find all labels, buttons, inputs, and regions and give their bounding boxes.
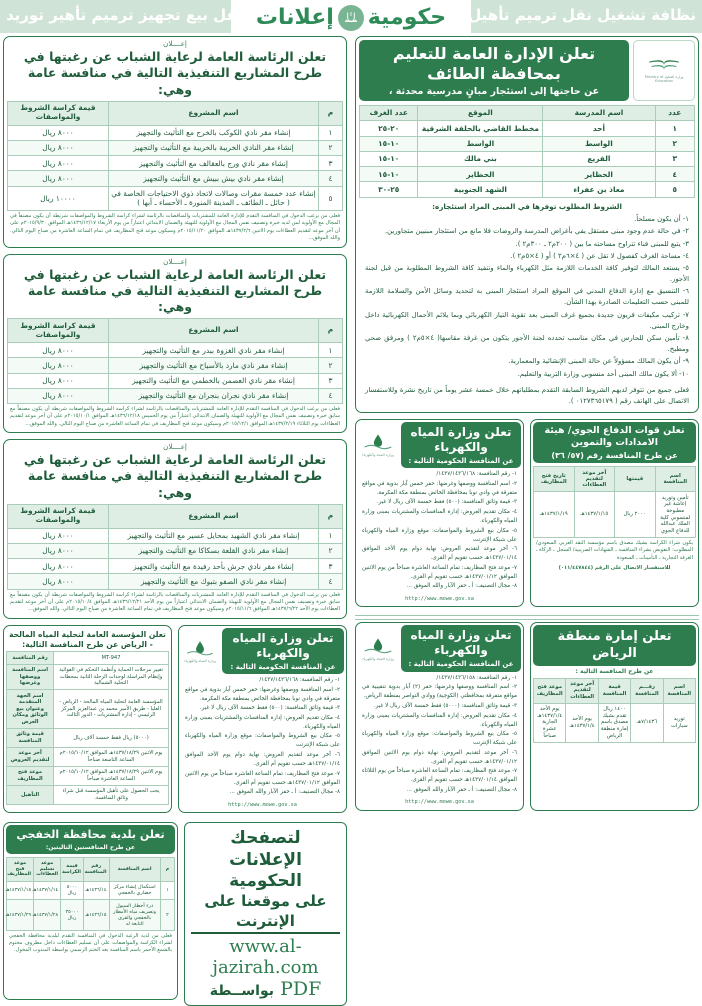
table-cell: إنشاء مقر نادي العصمن بالخطمي مع التأثيث والتجهيز [109, 373, 319, 388]
ministry-item: ١- رقم المنافسة: ١٤٣٧/١٤٣٦/١٦٨/ [436, 471, 517, 478]
table-cell: ٨٠٠٠ ريال [8, 574, 109, 589]
water-authority-ad [3, 625, 172, 814]
table-row [7, 664, 169, 690]
air-defense-table [533, 466, 696, 538]
youth-title: تعلن الرئاسة العامة لرعاية الشباب عن رغبتها في طرح المشاريع التنفيذية التالية في منافسة عامة وهي: [23, 452, 327, 500]
table-row [360, 136, 695, 151]
row-riyadh-water2 [352, 622, 702, 817]
air-defense-phone: للاستفسار الاتصال على الرقم (٠١١/٤٤٧٨٤٤) [558, 565, 671, 572]
table-cell: إنشاء عدد خمسة مقرات وصالات لاتحاد ذوي الاحتياجات الخاصة في ( حائل ـ الطائف ـ المدينة المنورة ـ الأحساء ـ أبها ) [109, 186, 319, 211]
riyadh-table [533, 678, 696, 743]
table-cell: إنشاء مقر نادي نجران بنجران مع التأثيث والتجهيز [109, 388, 319, 403]
condition-item: ٥- يستعد المالك لتوفير كافة الخدمات اللازمة مثل الكهرباء والماء وتنفيذ كافة الشروط المطلوبة من قبل لجنة الأجور. [365, 263, 689, 284]
table-row [360, 151, 695, 166]
table-cell: ٧/١٤٣٦هـ [631, 703, 663, 742]
th-tender-name: اسم المنافسة [663, 678, 695, 703]
youth-note: فعلى من يرغب الدخول في المنافسة التقدم للإدارة العامة للمشتريات والمناقصات بالرئاسة لشراء كراسة الشروط والمواصفات شريطة أن يكون مصنفاً في المجال مع الأولوية لمن لديه خبرة وتصنيف نفس المجال مع الأولوية للتهيئة والضمان الابتدائي اعتباراً من يوم الأربعاء ١٤٣٦/١٢/١٧هـ الموافق ٢٠١٥/٩/٣٠م على أن آخر موعد لتقديم العطاءات يوم الاثنين ١٤٣٧/٢/٦هـ الموافق ٢٠١٥/١١/٢٠م وسيكون موعد فتح المظاريف في تمام الساعة العاشرة من صباح اليوم التالي. والله الموفق... [10, 213, 340, 242]
water-drop-icon [361, 432, 395, 452]
th-value: قيمتها [615, 467, 656, 492]
table-cell: ٥٠٠٠ ريال [61, 881, 84, 899]
table-cell: ٢ [318, 358, 342, 373]
youth-projects-table [7, 318, 343, 404]
th-submit: موعد تسليم العطاءات [34, 858, 61, 882]
table-header-row [7, 858, 175, 882]
water1-logo-caption: وزارة المياه والكهرباء [362, 453, 394, 458]
khafji-banner [6, 825, 175, 854]
table-cell: ٢ [318, 543, 342, 558]
ministry-item: ٧- موعد فتح المظاريف: تمام الساعة العاشرة صباحاً من يوم الاثنين الموافق ١٤٣٧/٠١/١٢هـ حسب تقويم أم القرى. [362, 564, 517, 580]
youth-welfare-ad-1 [3, 36, 347, 248]
table-cell: ٨٠٠٠ ريال [8, 125, 109, 140]
table-row [8, 343, 343, 358]
masthead-word-left: حكومية [367, 4, 447, 30]
water3-items [181, 674, 344, 800]
ministry-item: ١- رقم المنافسة: ١٤٣٧/١٤٣٦/١٥٨/ [436, 674, 517, 681]
table-header-row [360, 106, 695, 121]
column-youth [0, 36, 350, 1006]
table-cell: الواسط [418, 136, 543, 151]
table-cell: إنشاء مقر نادي الغزوة ببدر مع التأثيث والتجهيز [109, 343, 319, 358]
table-header-row [8, 101, 343, 125]
table-header-row [8, 504, 343, 528]
al-jazirah-ad[interactable] [184, 822, 347, 1006]
table-row [8, 388, 343, 403]
youth-welfare-ad-2 [3, 254, 347, 434]
condition-item: ٢- في حالة عدم وجود مبنى مستقل يفي بأغراض المدرسة والروضات فلا مانع من استئجار مبنيين متجاورين. [384, 227, 689, 236]
ministry-item: ٢- اسم المنافسة ووصفها وغرضها: حفر خمس آبار بدوية في مواقع متفرقة في وادي نوبا بمحافظة الخائض بمنطقة مكة المكرمة. [185, 686, 340, 702]
table-cell: توريد سيارات [663, 703, 695, 742]
table-cell: ٣ [318, 559, 342, 574]
conditions-heading: الشروط المطلوب توفرها في المبنى المراد استئجاره: [432, 201, 622, 211]
logo-caption: وزارة التعليم Ministry of Education [644, 74, 684, 84]
th-open: موعد فتح المظاريف [7, 858, 34, 882]
youth-welfare-ad-3 [3, 439, 347, 619]
th-booklet-value: قيمة كراسة الشروط والمواصفات [8, 504, 109, 528]
water2-title: تعلن وزارة المياه والكهرباء [410, 628, 512, 658]
water-ministry-ad-3 [178, 625, 347, 814]
table-row [7, 652, 169, 665]
ministry-item: ٦- آخر موعد لتقديم العروض: نهاية دوام يوم الأحد الموافق ١٤٣٧/٠١/١٤هـ حسب تقويم أم القرى. [185, 752, 340, 768]
condition-item: ٩- أن يكون المالك مسؤولاً عن حالة المبنى الإنشائية والمعمارية. [508, 357, 689, 366]
ministry-item: ٨- مجال التصنيف: أ ـ حفر الآبار والله الموفق ... [406, 786, 517, 793]
ministry-item: ٦- آخر موعد لتقديم العروض: نهاية دوام يوم الأحد الموافق ١٤٣٧/٠١/١٤هـ حسب تقويم أم القرى. [362, 546, 517, 562]
table-cell: إنشاء مقر نادي الصفو بتبوك مع التأثيث والتجهيز [109, 574, 319, 589]
water2-items [358, 672, 521, 798]
column-education [352, 36, 702, 817]
table-cell: الشهد الجنوبية [418, 182, 543, 197]
table-row [8, 528, 343, 543]
th-no: م [318, 504, 342, 528]
table-cell: ٨٠٠٠ ريال [8, 388, 109, 403]
water1-header-row [358, 422, 521, 468]
th-deadline: آخر موعد لتقديم العطاءات [566, 678, 598, 703]
table-row [534, 703, 696, 742]
table-cell: ١٤٣٧/١/١٩هـ [534, 492, 575, 538]
masthead [0, 0, 702, 33]
th-open-date: تاريخ فتح المظاريف [534, 467, 575, 492]
youth-projects-table [7, 504, 343, 590]
table-cell: ١ [160, 881, 174, 899]
table-cell: ٥ [318, 186, 342, 211]
water-ministry-logo-2 [358, 634, 398, 663]
water-authority-title: تعلن المؤسسة العامة لتحلية المياه المالحة - الرياض عن طرح المنافسة التالية: [9, 629, 166, 649]
th-booklet-value: قيمة كراسة الشروط والمواصفات [8, 101, 109, 125]
table-cell: استكمال إنشاء مركز حضاري بالخفجي [109, 881, 160, 899]
th-no: م [160, 858, 174, 882]
th-tender-no: رقم المنافسة [83, 858, 109, 882]
table-cell: إنشاء مقر نادي الشهيد بمحايل عسير مع التأثيث والتجهيز [109, 528, 319, 543]
table-cell-label: آخر موعد لتقديم العروض [7, 747, 54, 766]
masthead-title [231, 2, 471, 33]
row-airdefense-water1 [352, 419, 702, 614]
table-cell: ٤ [318, 388, 342, 403]
table-cell: إنشاء مقر النادي الخريبة بالخريبة مع التأثيث والتجهيز [109, 140, 319, 155]
masthead-keywords-left: نقل بيع تجهيز ترميم تأهير توريد [6, 6, 243, 24]
jazirah-url[interactable]: www.al-jazirah.com [212, 936, 319, 979]
table-cell: القريع [543, 151, 655, 166]
table-cell: أحد [543, 121, 655, 136]
table-cell: إنشاء مقر نادي ورج بالعقالف مع التأثيث والتجهيز [109, 156, 319, 171]
th-value: قيمة المنافسة [598, 678, 630, 703]
th-tender-name: اسم المنافسة [655, 467, 696, 492]
table-cell-value: يجب الحصول على تأهيل المؤسسة قبل شراء وثائق المنافسة. [54, 785, 169, 804]
table-cell: ١٠-١٥ [360, 167, 418, 182]
table-cell: يوم الأحد ١٤٣٧/١/٤هـ الجارية عشرة صباحاً [534, 703, 566, 742]
table-cell: ٣ [318, 156, 342, 171]
table-cell: ١٤٣٦/١٥هـ [83, 900, 109, 931]
ministry-item: ٦- آخر موعد لتقديم العروض: نهاية دوام يوم الاثنين الموافق ١٤٣٧/٠١/١٢هـ حسب تقويم أم القرى. [362, 749, 517, 765]
water3-url: http://www.mowe.gov.sa [228, 801, 297, 808]
table-cell: ١٤٠٠ ريال تقدم بشيك مصدق باسم إمارة منطقة الرياض [598, 703, 630, 742]
table-cell: ٣ [318, 373, 342, 388]
water1-subtitle: عن المنافسة الحكومية التالية : [408, 456, 514, 465]
ministry-item: ٥- مكان بيع الشروط والمواصفات: موقع وزارة المياه والكهرباء على شبكة الإنترنت [185, 733, 340, 749]
table-cell: ٨٠٠٠ ريال [8, 559, 109, 574]
khafji-subtitle: عن طرح المنافستين التاليتين: [45, 844, 136, 852]
table-cell-label: اسم الجهة المتقدمة وعنوان بيع الوثائق ومكان العرض [7, 690, 54, 729]
water3-subtitle: عن المنافسة الحكومية التالية : [230, 662, 336, 671]
table-row [8, 125, 343, 140]
book-icon [647, 58, 681, 74]
youth-note: فعلى من يرغب الدخول في المنافسة التقدم للإدارة العامة للمشتريات والمناقصات بالرئاسة لشراء كراسة الشروط والمواصفات شريطة أن يكون مصنفاً مع سابق خبرة وتصنيف نفس المجال مع الأولوية للتهيئة والضمان الابتدائي اعتباراً من يوم الخميس ١٤٣٦/١٢/١٨هـ الموافق ٢٠١٥/١٠/١م على أن آخر موعد لتقديم العطاءات يوم الثلاثاء ١٤٣٧/٢/١٩هـ الموافق ٢٠١٥/١٢/١م وسيكون موعد فتح المظاريف في تمام الساعة العاشرة من صباح اليوم التالي. والله الموفق... [10, 406, 340, 427]
elan-label: إعــــلان [163, 257, 187, 266]
water3-header-row [181, 628, 344, 674]
table-cell: إنشاء مقر نادي مارد بالأسياح مع التأثيث والتجهيز [109, 358, 319, 373]
table-cell: ٢٠٠٠ ريال [615, 492, 656, 538]
ministry-item: ٧- موعد فتح المظاريف: تمام الساعة العاشرة صباحاً من يوم الثلاثاء الموافق ١٤٣٧/٠١/١٤هـ حسب تقويم أم القرى. [362, 768, 517, 784]
ministry-item: ١- رقم المنافسة: ١٤٣٧/١٤٣٦/١٦٨/ [259, 677, 340, 684]
ministry-item: ٣- قيمة وثائق المنافسة: (٥٠٠) فقط خمسة الآف ريال لا غير. [199, 705, 340, 712]
table-row [8, 156, 343, 171]
table-row [8, 543, 343, 558]
th-location: الموقع [418, 106, 543, 121]
ministry-item: ٤- مكان تقديم العروض: إدارة المنافسات والمشتريات بمبنى وزارة المياه والكهرباء. [362, 712, 517, 728]
khafji-note: فعلى من لديه الرغبة الدخول في المنافسة التقدم لبلدية محافظة الخفجي لشراء الكراسة والمواصفات على أن تسليم العطاءات داخل مظروف مختوم بالشمع الأحمر باسم المنافسة بعد الختم الرسمي بواسطة المندوب المخول. [9, 932, 172, 954]
table-row [7, 881, 175, 899]
water2-logo-caption: وزارة المياه والكهرباء [362, 656, 394, 661]
table-cell: ٨٠٠٠ ريال [8, 373, 109, 388]
riyadh-subtitle: عن طرح المنافسة التالية : [575, 667, 654, 675]
table-cell: إنشاء مقر نادي الكوكب بالخرج مع التأثيث والتجهيز [109, 125, 319, 140]
table-cell-value: MT-947 [54, 652, 169, 665]
condition-item: ٧- تركيب مكيفات فريون جديدة بجميع غرف المبنى بعد تقوية التيار الكهربائي وبما يلائم الأحمال الكهربائية داخل وخارج المبنى. [365, 310, 689, 330]
water1-title: تعلن وزارة المياه والكهرباء [410, 424, 512, 454]
masthead-word-right: إعلانات [255, 4, 334, 30]
th-value: قيمة الكراسة [61, 858, 84, 882]
ministry-item: ٧- موعد فتح المظاريف: تمام الساعة العاشرة صباحاً من يوم الاثنين الموافق ١٤٣٧/٠١/١٢هـ حسب تقويم أم القرى. [185, 770, 340, 786]
condition-item: ١٠- ألا يكون مالك المبنى أحد منسوبي وزارة التربية والتعليم. [517, 369, 689, 378]
table-cell: ٢ [160, 900, 174, 931]
table-cell: ١٤٣٧/١/١٥هـ [7, 881, 34, 899]
jazirah-line-1: لتصفحك الإعلانات الحكومية [229, 828, 302, 891]
riyadh-title: تعلن إمارة منطقة الرياض [557, 629, 672, 661]
condition-item: ٣- يتبع للمبنى فناء تتراوح مساحته ما بين ( ٢٠٠م٢ ـ ٣٠٠م٢ ). [515, 239, 689, 248]
air-defense-ad [530, 419, 699, 608]
th-project-name: اسم المشروع [109, 504, 319, 528]
table-cell: ٢٥-٣٠ [360, 182, 418, 197]
table-cell: ١٠-١٥ [360, 151, 418, 166]
water-drop-icon [361, 636, 395, 656]
table-row [7, 766, 169, 785]
table-cell-value: المؤسسة العامة لتحلية المياه المالحة - الرياض - العليا - طريق الأمير محمد بن عبدالعزيز المركز الرئيسي - إدارة المشتريات - الدور الثالث [54, 690, 169, 729]
youth-title: تعلن الرئاسة العامة لرعاية الشباب عن رغبتها في طرح المشاريع التنفيذية التالية في منافسة عامة وهي: [23, 266, 327, 314]
elan-label: إعــــلان [163, 443, 187, 452]
th-rooms: عدد الغرف [360, 106, 418, 121]
table-cell-value: (٥٠٠٠) ريال فقط خمسة آلاف ريال [54, 728, 169, 747]
ministry-of-education-logo [633, 40, 695, 101]
table-row [8, 373, 343, 388]
table-cell: ٨٠٠٠ ريال [8, 156, 109, 171]
ministry-item: ٢- اسم المنافسة ووصفها وغرضها: حفر خمس آبار بدوية في مواقع متفرقة في وادي نوبا بمحافظة الخائض بمنطقة مكة المكرمة. [362, 480, 517, 496]
table-row [360, 167, 695, 182]
table-cell-label: التأهيل [7, 785, 54, 804]
table-cell: ١ [318, 343, 342, 358]
table-cell: درء أخطار السيول وتصريف مياه الأمطار بالخفجي والقرى التابعة له [109, 900, 160, 931]
table-header-row [8, 319, 343, 343]
table-cell: مخطط القاضي بالحلقة الشرقية [418, 121, 543, 136]
table-row [8, 559, 343, 574]
table-cell: إنشاء مقر نادي جرش بأحد رفيدة مع التأثيث والتجهيز [109, 559, 319, 574]
table-cell: إنشاء مقر نادي القلعة بسكاكا مع التأثيث والتجهيز [109, 543, 319, 558]
table-cell: ٥ [655, 182, 694, 197]
table-cell-value: يوم الاثنين ١٤٣٧/١٨/٢٩هـ الموافق ٢٠١٥/١٠/١٢م الساعة التاسعة صباحاً [54, 747, 169, 766]
ministry-item: ٣- قيمة وثائق المنافسة: (٥٠٠٠) فقط خمسة الآف ريال لا غير. [373, 702, 517, 709]
table-cell: ٤ [655, 167, 694, 182]
water3-logo-caption: وزارة المياه والكهرباء [184, 658, 216, 663]
table-cell: ٣٥٠٠٠ ريال [61, 900, 84, 931]
table-row [360, 182, 695, 197]
table-cell: بني مالك [418, 151, 543, 166]
jazirah-line-2: على موقعنا على الإنترنت [191, 892, 340, 934]
water-ministry-logo [358, 430, 398, 459]
table-cell: ٨٠٠٠ ريال [8, 358, 109, 373]
table-cell: ٢ [318, 140, 342, 155]
row-jazirah-khafji [0, 822, 350, 1006]
table-row [360, 121, 695, 136]
jazirah-pdf: PDF بواســطة [209, 978, 322, 1001]
table-cell: ١٤٣٧/١/٢٩هـ [7, 900, 34, 931]
taif-subtitle: عن حاجتها إلى استئجار مبانٍ مدرسية محدثة ، [388, 86, 600, 97]
riyadh-banner [533, 625, 696, 666]
ministry-item: ٣- قيمة وثائق المنافسة: (٥٠٠) فقط خمسة الآف ريال لا غير. [376, 499, 517, 506]
youth-title: تعلن الرئاسة العامة لرعاية الشباب عن رغبتها في طرح المشاريع التنفيذية التالية في منافسة عامة وهي: [23, 49, 327, 97]
water-drop-icon [184, 639, 216, 658]
table-row [7, 728, 169, 747]
table-cell: معاذ بن عفراء [543, 182, 655, 197]
table-cell: ١ [318, 528, 342, 543]
ministry-item: ٥- مكان بيع الشروط والمواصفات: موقع وزارة المياه والكهرباء على شبكة الإنترنت [362, 527, 517, 543]
table-cell: ٨٠٠٠ ريال [8, 343, 109, 358]
water2-banner [401, 625, 521, 671]
taif-tail-note: فعلى جميع من تتوفر لديهم الشروط السابقة التقدم بمطلباتهم خلال خمسة عشر يوماً من تاريخ نشرة وللاستفسار الاتصال على الهاتف رقم ( ٠١٢٧٣٦٥١٧٩ ). [365, 385, 689, 405]
air-defense-subtitle: عن طرح المنافسة رقم (٥٧/ ٣٦) [551, 450, 678, 460]
table-cell: تأمين وتوريد إعاشة غير مطبوخة لمنسوبي كلية الملك عبدالله للدفاع الجوي [655, 492, 696, 538]
table-cell: ٨٠٠٠ ريال [8, 140, 109, 155]
ministry-item: ٤- مكان تقديم العروض: إدارة المنافسات والمشتريات بمبنى وزارة المياه والكهرباء. [185, 714, 340, 730]
table-row [7, 900, 175, 931]
water2-header-row [358, 625, 521, 671]
table-cell: الحظاير [543, 167, 655, 182]
khafji-municipality-ad [3, 822, 178, 1000]
air-defense-title: تعلن قوات الدفاع الجوي/ هيئة الامدادات والتموين [544, 424, 685, 448]
table-cell: ٤ [318, 574, 342, 589]
air-defense-note: يكون شراء الكراسة بشيك مصدق باسم مؤسسة النقد العربي السعودي/ المطلوب: التفويض بشراء المنافسة ـ الشهادات الضريبية/ السجل ـ الزكاة ـ الغرفة التجارية ـ التأمينات ـ السعودة [536, 539, 693, 561]
table-row [7, 747, 169, 766]
table-cell: ٢ [655, 136, 694, 151]
table-cell: ١ [318, 125, 342, 140]
ministry-item: ٥- مكان بيع الشروط والمواصفات: موقع وزارة المياه والكهرباء على شبكة الإنترنت [362, 731, 517, 747]
table-row [8, 140, 343, 155]
th-deadline: آخر موعد لتقديم العطاءات [574, 467, 615, 492]
khafji-table [6, 857, 175, 930]
ministry-item: ٨- مجال التصنيف: أ ـ حفر الآبار والله الموفق ... [229, 789, 340, 796]
ministry-item: ٨- مجال التصنيف: أ ـ حفر الآبار والله الموفق ... [406, 583, 517, 590]
table-cell-label: اسم المنافسة ووصفها وغرضها [7, 664, 54, 690]
table-header-row [534, 678, 696, 703]
th-booklet-value: قيمة كراسة الشروط والمواصفات [8, 319, 109, 343]
masthead-keywords-right: نظافة تشغيل نقل ترميم تأهيل [468, 6, 696, 24]
table-cell: ١٤٣٧/١/٢٨هـ [34, 900, 61, 931]
table-cell: ٨٠٠٠ ريال [8, 543, 109, 558]
th-tender-no: رقـــم المنافسة [631, 678, 663, 703]
taif-education-ad [355, 36, 699, 413]
table-cell: ١ [655, 121, 694, 136]
ministry-item: ٤- مكان تقديم العروض: إدارة المنافسات والمشتريات بمبنى وزارة المياه والكهرباء. [362, 508, 517, 525]
saudi-emblem-icon [338, 5, 364, 31]
th-school-name: اسم المدرسة [543, 106, 655, 121]
water3-banner [222, 628, 344, 674]
table-cell: الحظاير [418, 167, 543, 182]
water1-banner [401, 422, 521, 468]
taif-banner [359, 40, 629, 101]
th-no: م [318, 319, 342, 343]
condition-item: ٦- التنسيق مع إدارة الدفاع المدني في الموقع المراد استئجار المبنى به لتحديد وسائل الأمن والسلامة اللازمة للمبنى حسب التعليمات الصادرة بهذا الشأن. [365, 287, 689, 307]
table-row [8, 358, 343, 373]
table-row [8, 574, 343, 589]
table-cell-value: تغيير مرحلات الحماية وأنظمة التحكم في الفوائية وإنظام المراسلة لوحدات الرحلة الثانية بمحطات التحلية الشمالية [54, 664, 169, 690]
table-row [7, 785, 169, 804]
table-cell: ٨٠٠٠ ريال [8, 171, 109, 186]
table-cell: ٢٠-٢٥ [360, 121, 418, 136]
youth-projects-table [7, 101, 343, 211]
youth-note: فعلى من يرغب الدخول في المنافسة التقدم للإدارة العامة للمشتريات والمناقصات بالرئاسة لشراء كراسة الشروط والمواصفات شريطة أن يكون مصنفاً مع سابق خبرة وتصنيف نفس المجال مع الأولوية للتهيئة والضمان الابتدائي اعتباراً من يوم الأحد ١٤٣٦/١٢/٢١هـ الموافق ٢٠١٥/١٠/٤م على أن آخر موعد لتقديم العطاءات يوم الأحد ١٤٣٧/٦/٢٢هـ الموافق ٢٠١٥/١١/٦م وسيكون موعد فتح المظاريف في تمام الساعة العاشرة من صباح اليوم التالي. والله الموفق... [10, 591, 340, 613]
table-row [8, 186, 343, 211]
youth-ads-container [0, 36, 350, 619]
th-project-name: اسم المشروع [109, 319, 319, 343]
table-cell: ١٤٣٧/١/١٤هـ [34, 881, 61, 899]
ministry-item: ٢- اسم المنافسة ووصفها وغرضها: حفر (٢) آبار بدوية تنقيبية في مواقع متفرقة بمحافظتي (الكوجية) ووادي التواصر بمنطقة الرياض. [362, 684, 517, 700]
divider [355, 615, 699, 620]
condition-item: ٨- تأمين سكن للحارس في مكان مناسب تحدده لجنة الأجور يتكون من غرفة مقاسها( ٤×٥م٢ ) ومرفق صحي ومطبخ. [365, 334, 689, 354]
water-authority-table [6, 651, 169, 805]
th-project-name: اسم المشروع [109, 101, 319, 125]
water-ministry-logo-3 [181, 637, 219, 665]
riyadh-emirate-ad [530, 622, 699, 811]
row-water-authority [0, 625, 350, 820]
khafji-title: تعلن بلدية محافظة الخفجي [16, 828, 165, 842]
table-cell: ١٤٣٧/١/١٥هـ [574, 492, 615, 538]
taif-conditions [359, 198, 695, 383]
th-count: عدد [655, 106, 694, 121]
table-cell: ٣ [655, 151, 694, 166]
water-ministry-ad-2 [355, 622, 524, 811]
table-cell-label: موعد فتح المظاريف [7, 766, 54, 785]
condition-item: ٤- مساحة الغرف كفصول لا تقل عن ( ٤×٦م٢ ) أو ( ٤×٥م٢ ). [510, 251, 689, 260]
table-cell: ٤ [318, 171, 342, 186]
water-ministry-ad-1 [355, 419, 524, 608]
table-row [7, 690, 169, 729]
th-open-date: موعد فتح المظاريف [534, 678, 566, 703]
table-cell: يوم الأحد ١٤٣٧/١/٤هـ [566, 703, 598, 742]
water2-subtitle: عن المنافسة الحكومية التالية : [408, 660, 514, 669]
water1-url: http://www.mowe.gov.sa [405, 595, 474, 602]
th-no: م [318, 101, 342, 125]
table-row [534, 492, 696, 538]
table-cell: ٨٠٠٠ ريال [8, 528, 109, 543]
air-defense-banner [533, 422, 696, 463]
table-cell: إنشاء مقر نادي بيش ببيش مع التأثيث والتجهيز [109, 171, 319, 186]
table-cell: ١٠-١٥ [360, 136, 418, 151]
th-tender-name: اسم المنافسة [109, 858, 160, 882]
condition-item: ١- أن يكون مسلحاً. [634, 215, 689, 224]
table-cell: ١٠٠٠٠ ريال [8, 186, 109, 211]
taif-header-row [359, 40, 695, 101]
table-cell-value: يوم الاثنين ١٤٣٧/١٨/٢٩هـ الموافق ٢٠١٥/١٠/١٢م الساعة العاشرة صباحاً [54, 766, 169, 785]
taif-title: تعلن الإدارة العامة للتعليم بمحافظة الطائف [392, 44, 596, 83]
table-cell: الواسط [543, 136, 655, 151]
elan-label: إعــــلان [163, 40, 187, 48]
water1-items [358, 468, 521, 594]
table-header-row [534, 467, 696, 492]
table-cell-label: رقم المنافسة [7, 652, 54, 665]
water3-title: تعلن وزارة المياه والكهرباء [232, 630, 334, 660]
table-row [8, 171, 343, 186]
table-cell-label: قيمة وثائق المنافسة [7, 728, 54, 747]
table-cell: ١٤٣٦/١٤هـ [83, 881, 109, 899]
water2-url: http://www.mowe.gov.sa [405, 799, 474, 806]
taif-schools-table [359, 105, 695, 197]
